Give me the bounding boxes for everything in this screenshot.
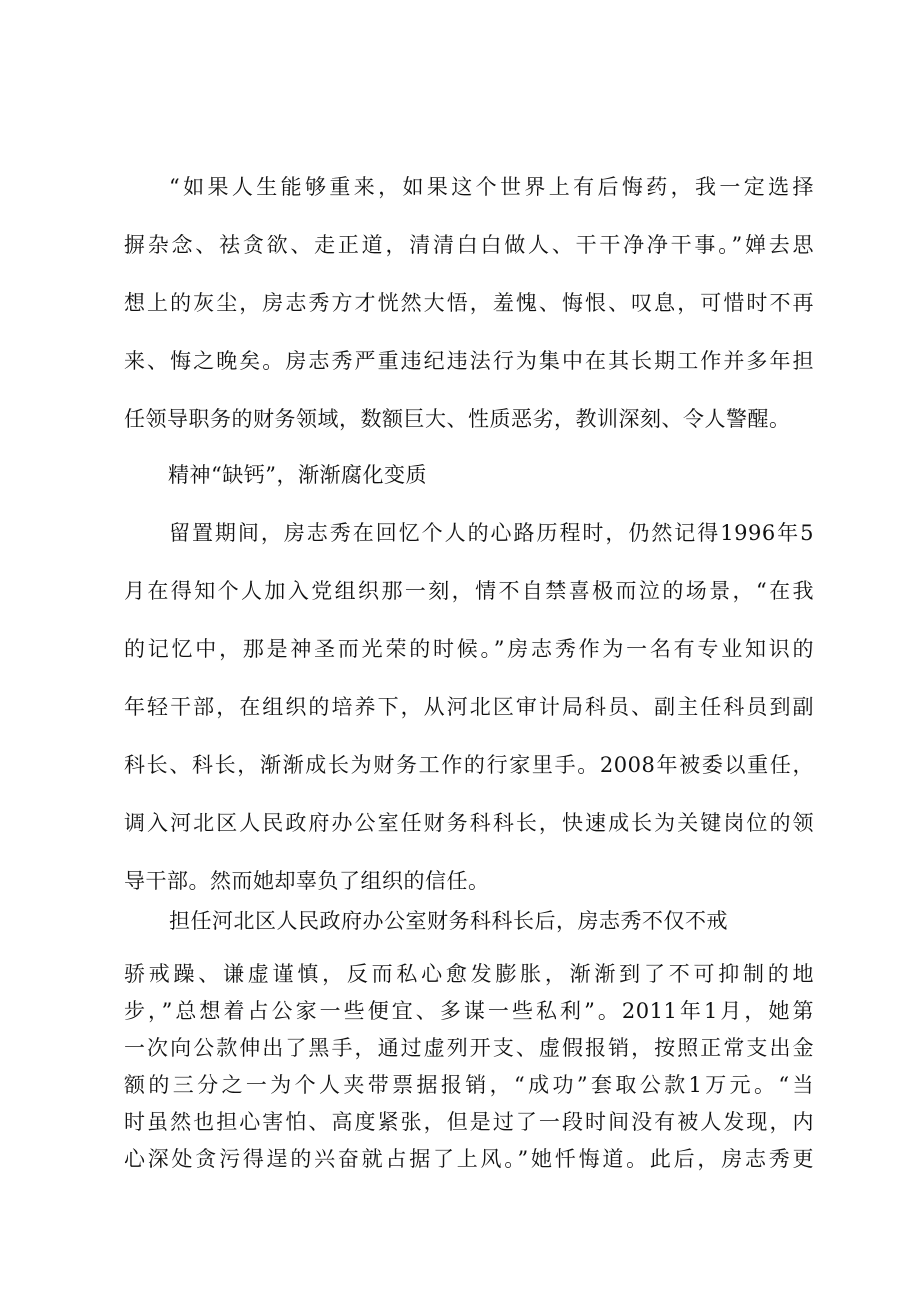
text-line: 任领导职务的财务领域，数额巨大、性质恶劣，教训深刻、令人警醒。 — [124, 407, 791, 431]
text-line: 想上的灰尘，房志秀方才恍然大悟，羞愧、悔恨、叹息，可惜时不再 — [124, 291, 814, 315]
text-line: 导干部。然而她却辜负了组织的信任。 — [124, 869, 490, 893]
paragraph-history — [124, 504, 814, 910]
text-line: 额的三分之一为个人夹带票据报销，“成功”套取公款1万元。“当 — [124, 1073, 814, 1097]
text-line: 时虽然也担心害怕、高度紧张，但是过了一段时间没有被人发现，内 — [124, 1110, 814, 1134]
text-line: 留置期间，房志秀在回忆个人的心路历程时，仍然记得1996年5 — [169, 521, 814, 545]
text-line: 月在得知个人加入党组织那一刻，情不自禁喜极而泣的场景，“在我 — [124, 579, 814, 603]
section-heading: 精神“缺钙”，渐渐腐化变质 — [168, 463, 427, 487]
paragraph-regret — [124, 158, 814, 448]
text-line: “如果人生能够重来，如果这个世界上有后悔药，我一定选择 — [169, 175, 814, 199]
text-line: 来、悔之晚矣。房志秀严重违纪违法行为集中在其长期工作并多年担 — [124, 349, 814, 373]
paragraph-corruption — [124, 956, 814, 1178]
paragraph-appointment — [124, 892, 814, 950]
text-line: 一次向公款伸出了黑手，通过虚列开支、虚假报销，按照正常支出金 — [124, 1036, 814, 1060]
text-line: 步，”总想着占公家一些便宜、多谋一些私利”。2011年1月，她第 — [124, 999, 814, 1023]
text-line: 调入河北区人民政府办公室任财务科科长，快速成长为关键岗位的领 — [124, 811, 814, 835]
text-line: 担任河北区人民政府办公室财务科科长后，房志秀不仅不戒 — [169, 909, 728, 933]
text-line: 骄戒躁、谦虚谨慎，反而私心愈发膨胀，渐渐到了不可抑制的地 — [124, 962, 814, 986]
text-line: 年轻干部，在组织的培养下，从河北区审计局科员、副主任科员到副 — [124, 695, 814, 719]
text-line: 摒杂念、祛贪欲、走正道，清清白白做人、干干净净干事。”婵去思 — [124, 233, 814, 257]
text-line: 科长、科长，渐渐成长为财务工作的行家里手。2008年被委以重任， — [124, 753, 814, 777]
text-line: 的记忆中，那是神圣而光荣的时候。”房志秀作为一名有专业知识的 — [124, 637, 814, 661]
text-line: 心深处贪污得逞的兴奋就占据了上风。”她忏悔道。此后，房志秀更 — [124, 1147, 814, 1171]
